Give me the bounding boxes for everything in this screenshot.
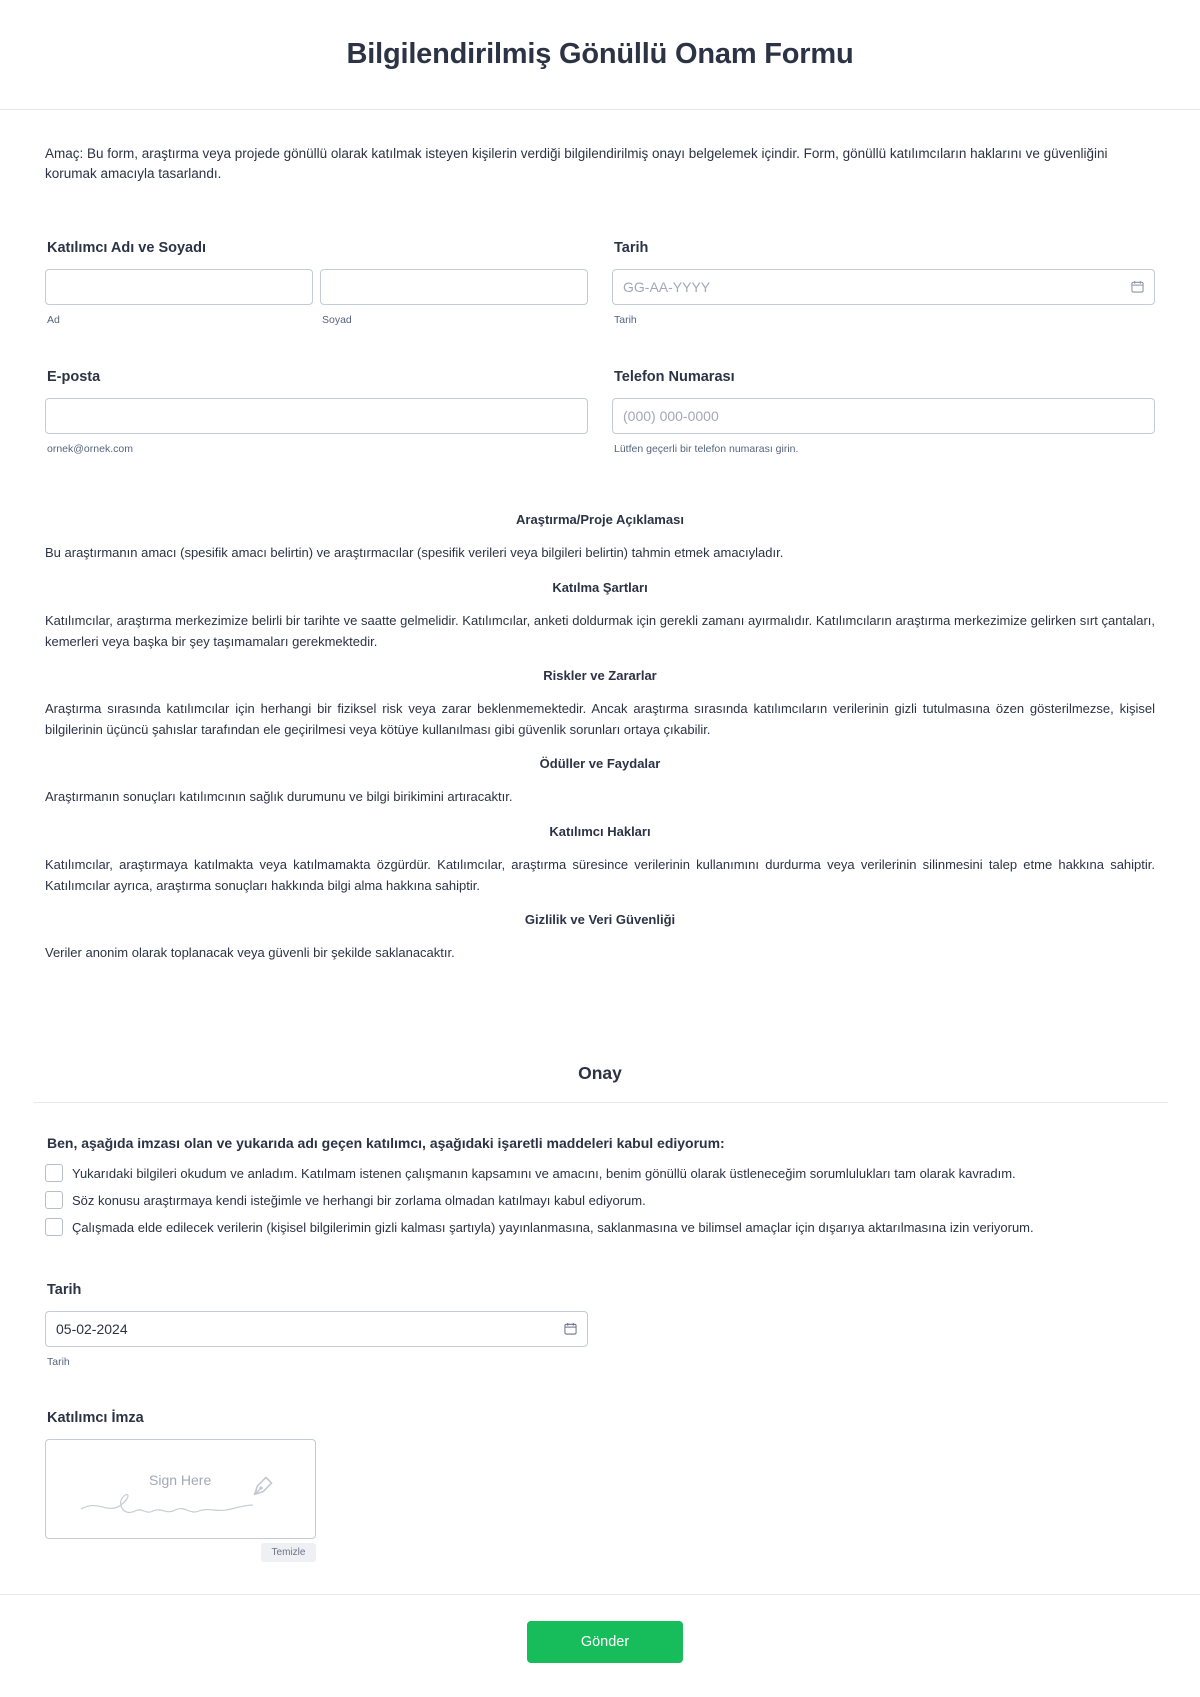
footer-divider [0, 1594, 1200, 1595]
section-text: Veriler anonim olarak toplanacak veya güvenli bir şekilde saklanacaktır. [45, 945, 455, 960]
consent-heading: Onay [578, 1063, 622, 1083]
email-sublabel: ornek@ornek.com [47, 443, 133, 455]
last-name-input[interactable] [320, 269, 588, 305]
submit-button[interactable]: Gönder [527, 1621, 683, 1663]
consent-date-value: 05-02-2024 [56, 1321, 128, 1337]
consent-date-sublabel: Tarih [47, 1356, 70, 1368]
consent-checkbox-row[interactable] [45, 1218, 1034, 1236]
section-title: Riskler ve Zararlar [543, 668, 657, 683]
consent-date-input[interactable] [45, 1311, 588, 1347]
date-placeholder: GG-AA-YYYY [623, 279, 711, 295]
section-text: Araştırmanın sonuçları katılımcının sağlık durumunu ve bilgi birikimini artıracaktır. [45, 789, 513, 804]
divider [34, 1102, 1168, 1103]
clear-signature-button[interactable]: Temizle [261, 1543, 316, 1562]
phone-placeholder: (000) 000-0000 [623, 408, 719, 424]
phone-sublabel: Lütfen geçerli bir telefon numarası girin. [614, 443, 799, 455]
phone-input[interactable] [612, 398, 1155, 434]
date-label: Tarih [614, 240, 649, 256]
phone-label: Telefon Numarası [614, 369, 735, 385]
consent-checkbox-row[interactable] [45, 1164, 1016, 1182]
section-title: Ödüller ve Faydalar [539, 756, 661, 771]
calendar-icon[interactable] [564, 1322, 577, 1335]
form-header [0, 0, 1200, 110]
email-label: E-posta [47, 369, 101, 385]
checkbox[interactable] [45, 1191, 63, 1209]
consent-checkbox-row[interactable] [45, 1191, 646, 1209]
signature-pad[interactable] [45, 1439, 316, 1539]
date-sublabel: Tarih [614, 314, 637, 326]
consent-question: Ben, aşağıda imzası olan ve yukarıda adı geçen katılımcı, aşağıdaki işaretli maddeleri kabul ediyorum: [47, 1135, 725, 1151]
consent-date-label: Tarih [47, 1282, 82, 1298]
checkbox[interactable] [45, 1164, 63, 1182]
checkbox[interactable] [45, 1218, 63, 1236]
checkbox-label: Çalışmada elde edilecek verilerin (kişisel bilgilerimin gizli kalması şartıyla) yayınlanmasına, saklanmasına ve bilimsel amaçlar için dışarıya aktarılmasına izin veriyorum. [72, 1219, 1034, 1235]
signature-placeholder: Sign Here [149, 1472, 212, 1488]
first-name-sublabel: Ad [47, 314, 60, 326]
checkbox-label: Söz konusu araştırmaya kendi isteğimle ve herhangi bir zorlama olmadan katılmayı kabul ediyorum. [72, 1192, 646, 1208]
name-label: Katılımcı Adı ve Soyadı [47, 240, 207, 256]
section-title: Gizlilik ve Veri Güvenliği [524, 912, 676, 927]
section-text: Araştırma sırasında katılımcılar için herhangi bir fiziksel risk veya zarar beklenmemektedir. Ancak araştırma sırasında katılımcıların verilerinin gizli tutulmasına özen gösterilmezse, kişisel bilgilerinin üçüncü şahıslar tarafından ele geçirilmesi veya kötüye kullanılması gibi güvenlik sorunları ortaya çıkabilir. [45, 701, 1155, 737]
date-input[interactable] [612, 269, 1155, 305]
form-title: Bilgilendirilmiş Gönüllü Onam Formu [346, 38, 854, 70]
last-name-sublabel: Soyad [322, 314, 352, 326]
section-text: Bu araştırmanın amacı (spesifik amacı belirtin) ve araştırmacılar (spesifik verileri veya bilgileri belirtin) tahmin etmek amacıyladır. [45, 545, 784, 560]
section-title: Araştırma/Proje Açıklaması [516, 512, 684, 527]
intro-text: Amaç: Bu form, araştırma veya projede gönüllü olarak katılmak isteyen kişilerin verdiği bilgilendirilmiş onayı belgelemek içindir. Form, gönüllü katılımcıların haklarını ve güvenliğini korumak amacıyla tasarlandı. [45, 146, 1108, 181]
signature-label: Katılımcı İmza [47, 1410, 144, 1426]
email-input[interactable] [45, 398, 588, 434]
pen-icon [246, 1473, 276, 1503]
section-text: Katılımcılar, araştırma merkezimize belirli bir tarihte ve saatte gelmelidir. Katılımcılar, anketi doldurmak için gerekli zamanı ayırmalıdır. Katılımcıların araştırma merkezimize gelirken sırt çantaları, kemerleri veya başka bir şey taşımamaları gerekmektedir. [45, 613, 1155, 649]
checkbox-label: Yukarıdaki bilgileri okudum ve anladım. Katılmam istenen çalışmanın kapsamını ve amacını, benim gönüllü olarak üstleneceğim sorumlulukları tam olarak kavradım. [72, 1165, 1016, 1181]
first-name-input[interactable] [45, 269, 313, 305]
section-title: Katılımcı Hakları [549, 824, 651, 839]
calendar-icon[interactable] [1131, 280, 1144, 293]
section-title: Katılma Şartları [552, 580, 648, 595]
section-text: Katılımcılar, araştırmaya katılmakta veya katılmamakta özgürdür. Katılımcılar, araştırma süresince verilerinin kullanımını durdurma veya verilerinin silinmesini talep etme hakkına sahiptir. Katılımcılar ayrıca, araştırma sonuçları hakkında bilgi alma hakkına sahiptir. [45, 857, 1155, 893]
